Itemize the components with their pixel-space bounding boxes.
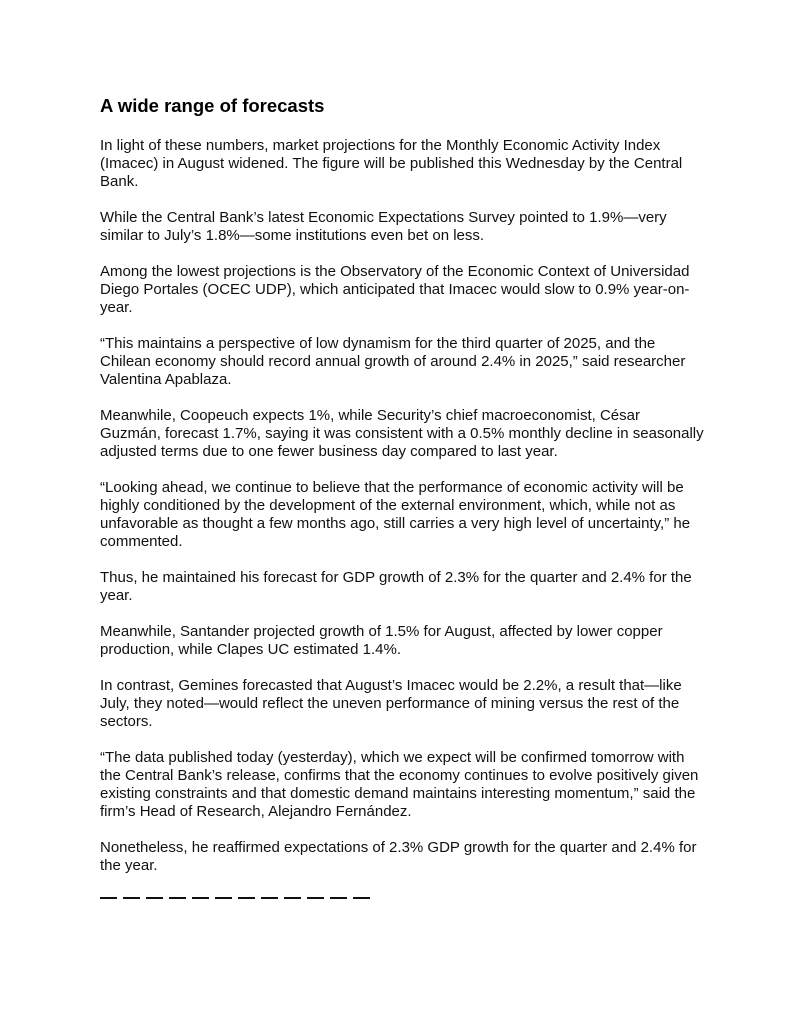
paragraph: Meanwhile, Santander projected growth of 1.5% for August, affected by lower copper production, while Clapes UC estimated 1.4%. <box>100 623 663 658</box>
divider-dash <box>100 897 117 899</box>
paragraph: Meanwhile, Coopeuch expects 1%, while Security’s chief macroeconomist, César Guzmán, forecast 1.7%, saying it was consistent with a 0.5% monthly decline in seasonally adjusted terms due to one fewer business day compared to last year. <box>100 407 704 460</box>
divider-dash <box>353 897 370 899</box>
paragraph: In contrast, Gemines forecasted that August’s Imacec would be 2.2%, a result that—like July, they noted—would reflect the uneven performance of mining versus the rest of the sectors. <box>100 677 682 730</box>
divider-dash <box>330 897 347 899</box>
paragraph: In light of these numbers, market projections for the Monthly Economic Activity Index (Imacec) in August widened. The figure will be published this Wednesday by the Central Bank. <box>100 137 683 190</box>
paragraph: While the Central Bank’s latest Economic Expectations Survey pointed to 1.9%—very similar to July’s 1.8%—some institutions even bet on less. <box>100 209 667 244</box>
divider-dash <box>146 897 163 899</box>
section-heading: A wide range of forecasts <box>100 95 325 116</box>
divider-dash <box>169 897 186 899</box>
paragraph: Nonetheless, he reaffirmed expectations of 2.3% GDP growth for the quarter and 2.4% for the year. <box>100 839 697 874</box>
paragraph: “The data published today (yesterday), which we expect will be confirmed tomorrow with the Central Bank’s release, confirms that the economy continues to evolve positively given existing constraints and that domestic demand maintains interesting momentum,” said the firm’s Head of Research, Alejandro Fernández. <box>100 749 699 820</box>
divider-dash <box>192 897 209 899</box>
divider-dash <box>284 897 301 899</box>
paragraph: “This maintains a perspective of low dynamism for the third quarter of 2025, and the Chilean economy should record annual growth of around 2.4% in 2025,” said researcher Valentina Apablaza. <box>100 335 686 388</box>
paragraph: Thus, he maintained his forecast for GDP growth of 2.3% for the quarter and 2.4% for the year. <box>100 569 692 604</box>
divider-dash <box>261 897 278 899</box>
divider-dash <box>215 897 232 899</box>
divider-dash <box>307 897 324 899</box>
divider-dash <box>123 897 140 899</box>
divider-dash <box>238 897 255 899</box>
paragraph: Among the lowest projections is the Observatory of the Economic Context of Universidad Diego Portales (OCEC UDP), which anticipated that Imacec would slow to 0.9% year-on-year. <box>100 263 690 316</box>
dashed-divider <box>100 897 704 899</box>
paragraph: “Looking ahead, we continue to believe that the performance of economic activity will be highly conditioned by the development of the external environment, which, while not as unfavorable as thought a few months ago, still carries a very high level of uncertainty,” he commented. <box>100 479 691 550</box>
article <box>100 95 704 899</box>
